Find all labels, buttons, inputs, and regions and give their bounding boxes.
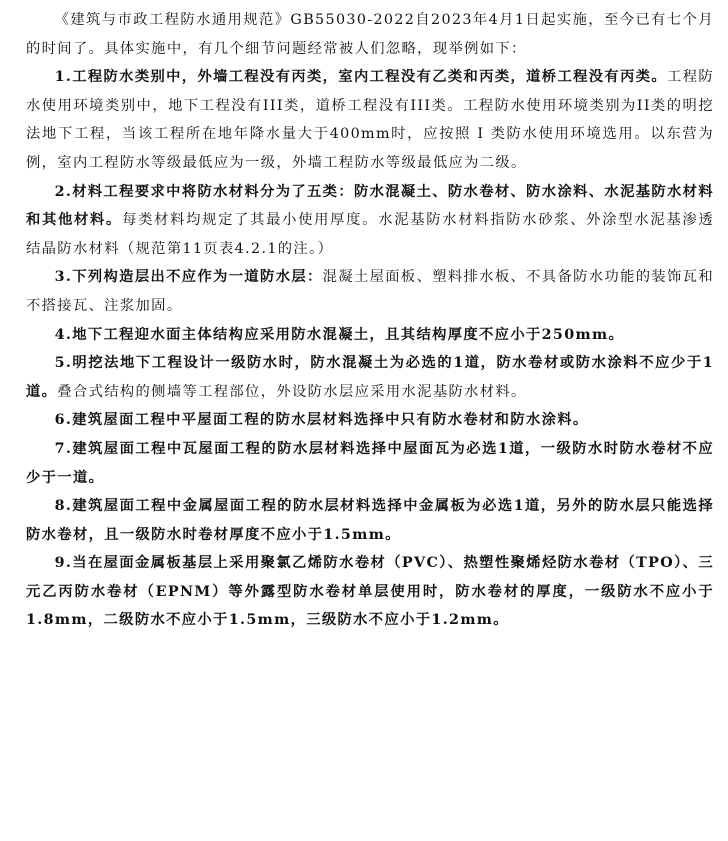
item-5-body: 叠合式结构的侧墙等工程部位，外设防水层应采用水泥基防水材料。 (57, 383, 527, 400)
item-5-paragraph (26, 349, 714, 406)
item-1-heading: 1.工程防水类别中，外墙工程没有丙类，室内工程没有乙类和丙类，道桥工程没有丙类。 (54, 69, 668, 86)
item-2-paragraph (26, 178, 714, 264)
item-9-heading: 9.当在屋面金属板基层上采用聚氯乙烯防水卷材（PVC）、热塑性聚烯烃防水卷材（TPO）、三元乙丙防水卷材（EPNM）等外露型防水卷材单层使用时，防水卷材的厚度，一级防水不应小于1.8mm，二级防水不应小于1.5mm，三级防水不应小于1.2mm。 (26, 555, 714, 629)
item-8-paragraph (26, 492, 714, 549)
item-1-body: 工程防水使用环境类别中，地下工程没有III类，道桥工程没有III类。工程防水使用环境类别为II类的明挖法地下工程，当该工程所在地年降水量大于400mm时，应按照 I 类防水使用环境选用。以东营为例，室内工程防水等级最低应为一级，外墙工程防水等级最低应为二级。 (26, 69, 714, 171)
item-7-paragraph (26, 435, 714, 492)
item-2-heading: 2.材料工程要求中将防水材料分为了五类：防水混凝土、防水卷材、防水涂料、水泥基防水材料和其他材料。 (26, 183, 714, 229)
item-3-body: 混凝土屋面板、塑料排水板、不具备防水功能的装饰瓦和不搭接瓦、注浆加固。 (26, 269, 714, 314)
item-3-paragraph (26, 263, 714, 320)
item-4-heading: 4.地下工程迎水面主体结构应采用防水混凝土，且其结构厚度不应小于250mm。 (54, 326, 625, 343)
item-4-paragraph (26, 321, 714, 350)
item-1-paragraph (26, 63, 714, 177)
intro-paragraph: 《建筑与市政工程防水通用规范》GB55030-2022自2023年4月1日起实施，至今已有七个月的时间了。具体实施中，有几个细节问题经常被人们忽略，现举例如下： (26, 12, 714, 57)
item-5-heading: 5.明挖法地下工程设计一级防水时，防水混凝土为必选的1道，防水卷材或防水涂料不应少于1道。 (26, 355, 714, 400)
item-3-heading: 3.下列构造层出不应作为一道防水层： (54, 269, 323, 286)
item-7-heading: 7.建筑屋面工程中瓦屋面工程的防水层材料选择中屋面瓦为必选1道，一级防水时防水卷材不应少于一道。 (26, 440, 714, 486)
item-6-paragraph (26, 406, 714, 435)
item-6-heading: 6.建筑屋面工程中平屋面工程的防水层材料选择中只有防水卷材和防水涂料。 (54, 412, 589, 429)
item-9-paragraph (26, 549, 714, 635)
item-2-body: 每类材料均规定了其最小使用厚度。水泥基防水材料指防水砂浆、外涂型水泥基渗透结晶防水材料（规范第11页表4.2.1的注。） (26, 212, 714, 257)
item-8-heading: 8.建筑屋面工程中金属屋面工程的防水层材料选择中金属板为必选1道，另外的防水层只能选择防水卷材，且一级防水时卷材厚度不应小于1.5mm。 (26, 498, 714, 543)
